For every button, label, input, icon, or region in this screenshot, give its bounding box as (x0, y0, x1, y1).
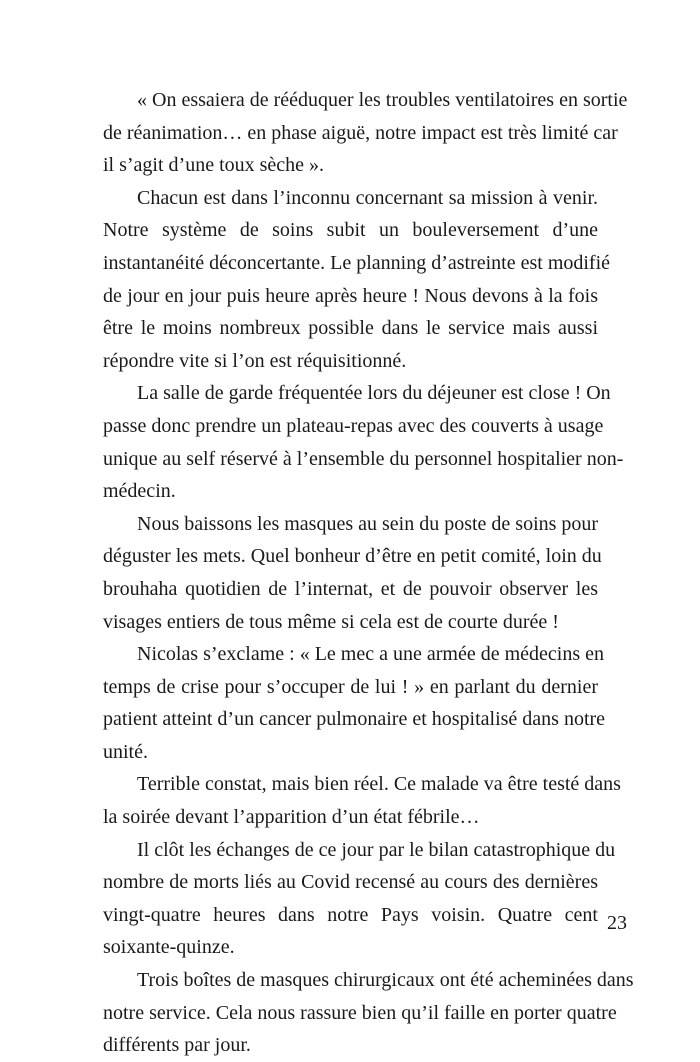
paragraph (103, 964, 634, 1062)
paragraph (103, 84, 628, 182)
text-line: unique au self réservé à l’ensemble du personnel hospitalier non- (103, 447, 624, 470)
text-line: patient atteint d’un cancer pulmonaire et hospitalisé dans notre (103, 708, 606, 731)
text-line: de réanimation… en phase aiguë, notre impact est très limité car (103, 121, 618, 144)
paragraph (103, 768, 621, 833)
text-line: nombre de morts liés au Covid recensé au cours des dernières (103, 871, 598, 894)
text-line: brouhaha quotidien de l’internat, et de pouvoir observer les (103, 577, 598, 600)
text-line: Terrible constat, mais bien réel. Ce malade va être testé dans (137, 773, 621, 796)
paragraph (103, 377, 624, 507)
text-line: notre service. Cela nous rassure bien qu’il faille en porter quatre (103, 1001, 617, 1024)
text-line: Notre système de soins subit un bouleversement d’une (103, 219, 598, 242)
text-line: instantanéité déconcertante. Le planning d’astreinte est modifié (103, 251, 611, 274)
text-line: Trois boîtes de masques chirurgicaux ont été acheminées dans (137, 969, 634, 992)
text-line: visages entiers de tous même si cela est de courte durée ! (103, 610, 559, 633)
text-line: vingt-quatre heures dans notre Pays voisin. Quatre cent (103, 903, 598, 926)
text-line: de jour en jour puis heure après heure ! Nous devons à la fois (103, 284, 598, 307)
text-line: Il clôt les échanges de ce jour par le bilan catastrophique du (137, 838, 616, 861)
text-line: répondre vite si l’on est réquisitionné. (103, 349, 407, 372)
paragraph (103, 508, 602, 638)
text-line: différents par jour. (103, 1034, 251, 1057)
text-line: Chacun est dans l’inconnu concernant sa mission à venir. (137, 186, 598, 209)
text-line: « On essaiera de rééduquer les troubles ventilatoires en sortie (137, 89, 628, 111)
text-line: la soirée devant l’apparition d’un état fébrile… (103, 806, 480, 829)
text-line: il s’agit d’une toux sèche ». (103, 154, 325, 177)
text-line: Nous baissons les masques au sein du poste de soins pour (137, 512, 599, 535)
text-line: soixante-quinze. (103, 936, 235, 959)
text-line: La salle de garde fréquentée lors du déjeuner est close ! On (137, 382, 611, 405)
paragraph (103, 182, 611, 378)
text-line: Nicolas s’exclame : « Le mec a une armée de médecins en (137, 643, 605, 666)
text-line: être le moins nombreux possible dans le service mais aussi (103, 317, 598, 340)
paragraph (103, 638, 606, 768)
text-line: temps de crise pour s’occuper de lui ! » en parlant du dernier (103, 675, 598, 698)
text-line: unité. (103, 740, 148, 763)
paragraph (103, 834, 616, 964)
text-line: médecin. (103, 480, 176, 503)
text-line: déguster les mets. Quel bonheur d’être en petit comité, loin du (103, 545, 602, 568)
text-line: passe donc prendre un plateau-repas avec des couverts à usage (103, 414, 604, 437)
page-number: 23 (607, 912, 627, 934)
